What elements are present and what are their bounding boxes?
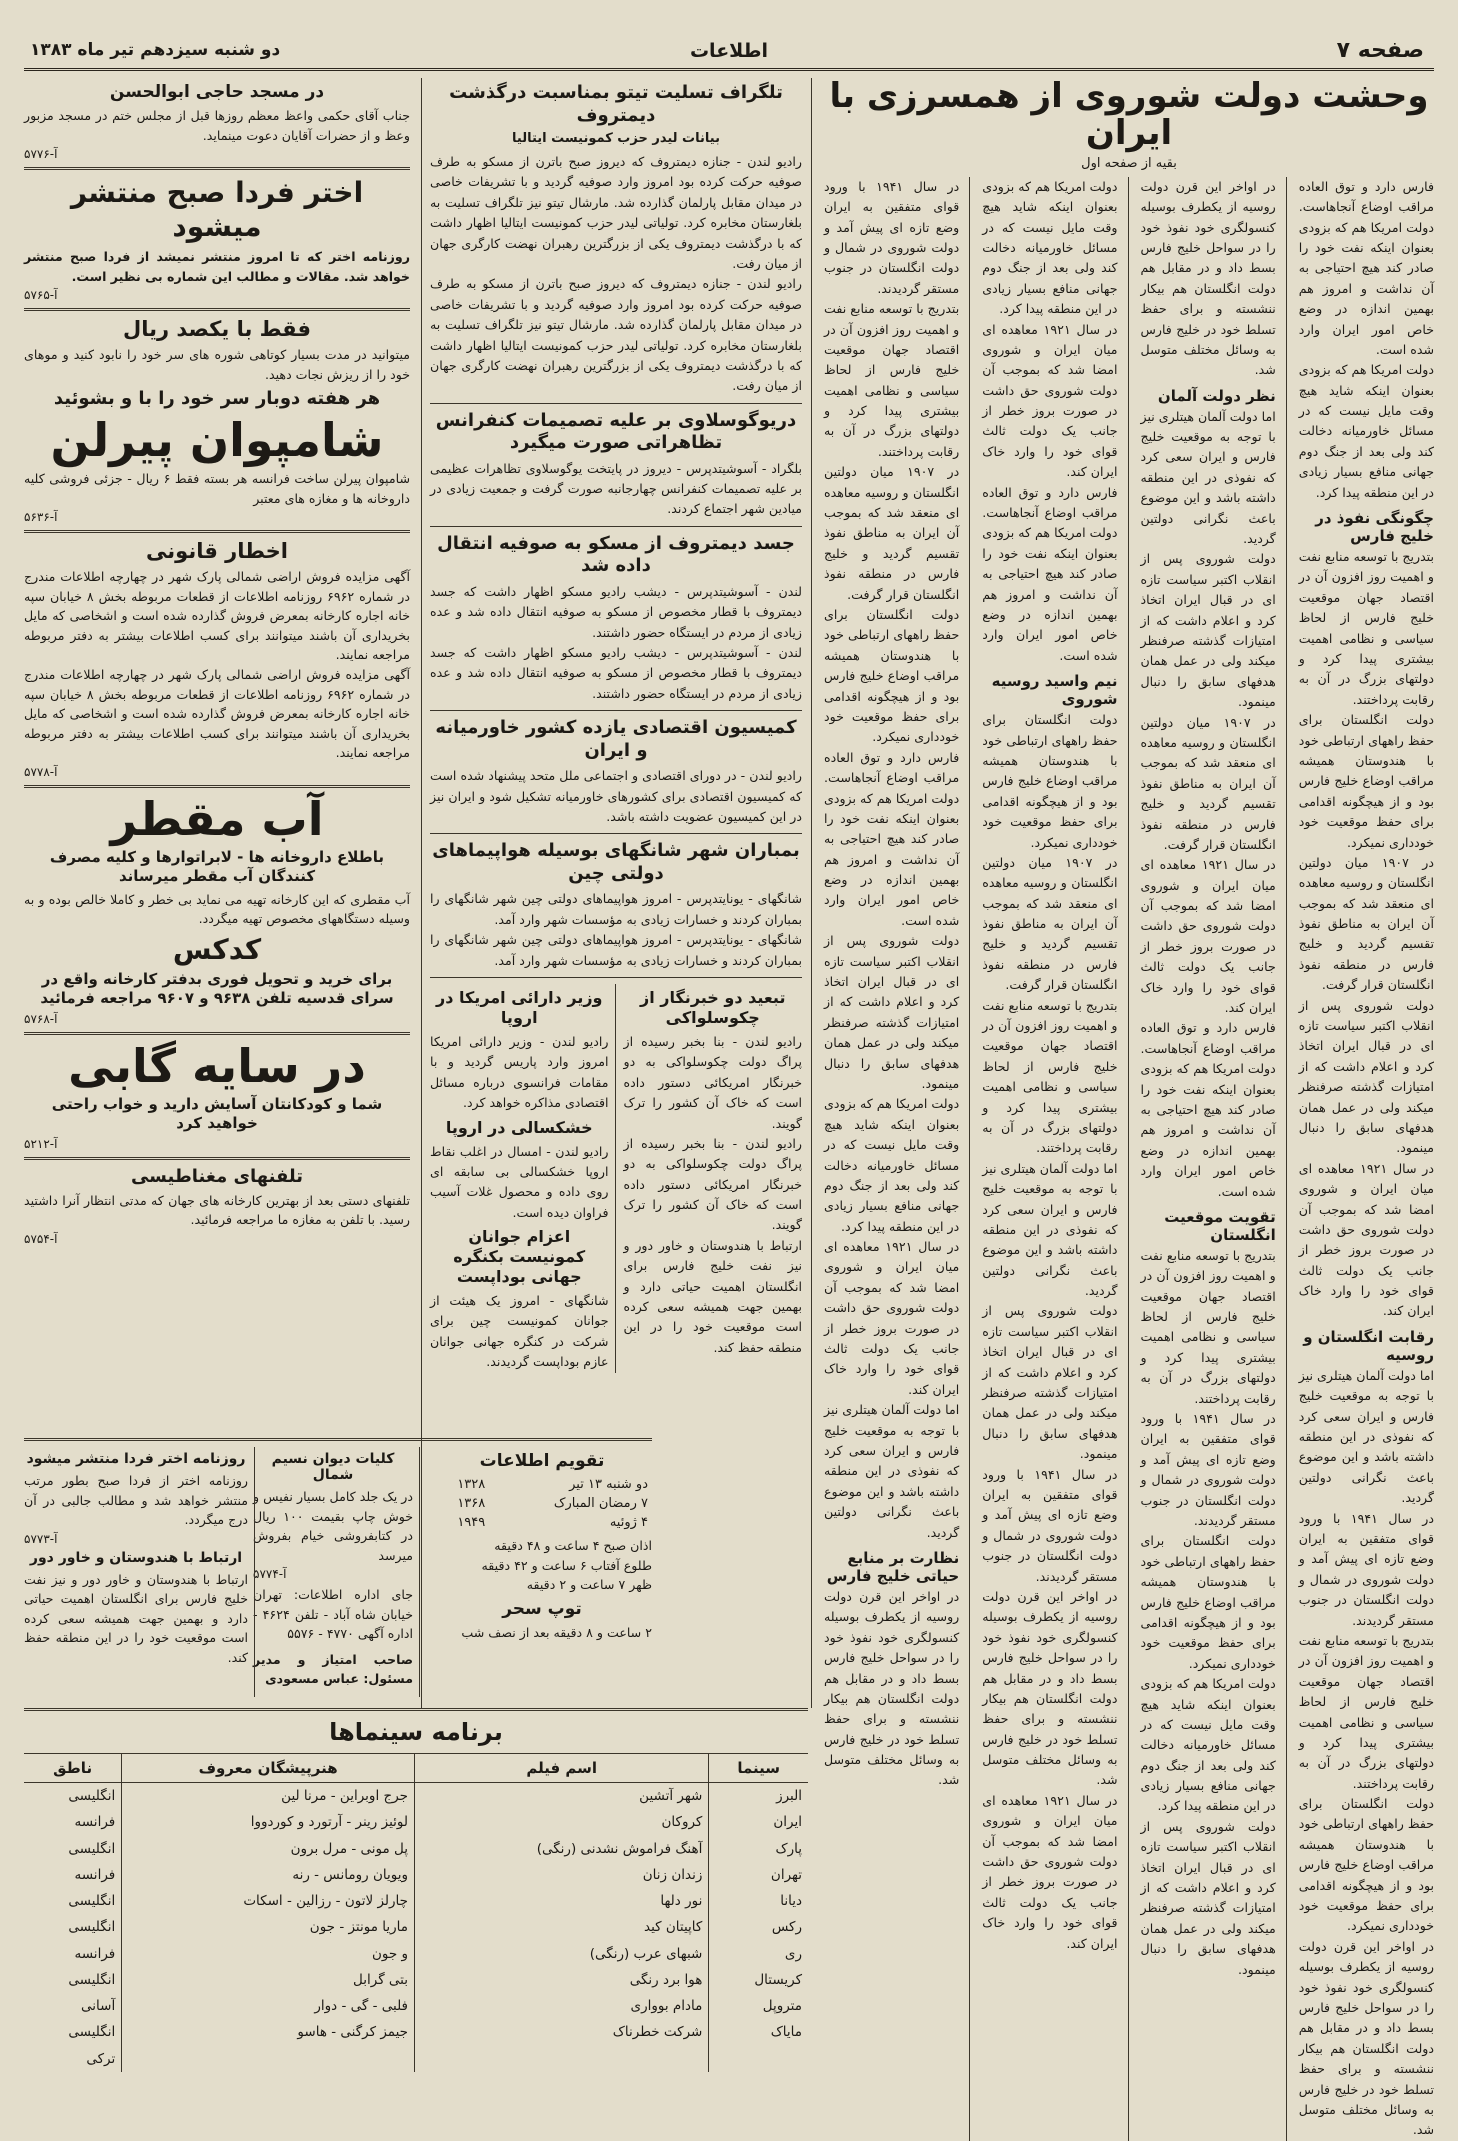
news-body: ارتباط با هندوستان و خاور دور و نیز نفت خلیج فارس برای انگلستان اهمیت حیاتی دارد و بهمین جهت همیشه سعی کرده است موقعیت خود را در این منطقه حفظ کند. (24, 1571, 248, 1665)
news-body: شانگهای - یونایتدپرس - امروز هواپیماهای دولتی چین شهر شانگهای را بمباران کردند و خسارات زیادی به مؤسسات شهر وارد آمد. (430, 891, 802, 927)
main-paragraph: اما دولت آلمان هیتلری نیز با توجه به موقعیت خلیج فارس و ایران سعی کرد که نفوذی در این منطقه داشته باشد و این موضوع باعث نگرانی دولتین گردید. (1298, 1367, 1434, 1506)
main-paragraph: در سال ۱۹۲۱ معاهده ای میان ایران و شوروی امضا شد که بموجب آن دولت شوروی حق داشت در صورت بروز خطر از جانب یک دولت ثالث قوای خود را وارد خاک ایران کند. (824, 1239, 960, 1397)
cinema-cell: ویویان رومانس - رنه (122, 1862, 415, 1888)
cinema-cell: کاپیتان کید (415, 1914, 709, 1940)
news-body: رادیو لندن - جنازه دیمتروف که دیروز صبح باترن از مسکو به طرف صوفیه حرکت کرده بود امروز وارد صوفیه گردید و با تشریفات خاصی در میدان مقابل پارلمان گذارده شد. مارشال تیتو نیز تلگراف تسلیت به بلغارستان مخابره کرد. تولیاتی لیدر حزب کمونیست ایتالیا اظهار داشت که با درگذشت دیمتروف یکی از بزرگترین رهبران نهضت کارگری جهان از میان رفت. (430, 276, 802, 394)
ad-code: آ-۵۷۶۵ (24, 288, 58, 303)
news-body: ارتباط با هندوستان و خاور دور و نیز نفت خلیج فارس برای انگلستان اهمیت حیاتی دارد و بهمین جهت همیشه سعی کرده است موقعیت خود را در این منطقه حفظ کند. (623, 1237, 802, 1355)
ad-code: آ-۵۷۷۳ (24, 1531, 58, 1546)
ad-title: اختر فردا صبح منتشر میشود (70, 176, 364, 243)
main-paragraph: بتدریج با توسعه منابع نفت و اهمیت روز افزون آن در اقتصاد جهان موقعیت خلیج فارس از لحاظ سیاسی و نظامی اهمیت بیشتری پیدا کرد و دولتهای بزرگ در آن به رقابت پرداختند. (1140, 1247, 1276, 1406)
cinema-cell: جرج اوبراین - مرنا لین (122, 1783, 415, 1810)
main-paragraph: دولت انگلستان برای حفظ راههای ارتباطی خود با هندوستان همیشه مراقب اوضاع خلیج فارس بود و از هیچگونه اقدامی برای حفظ موقعیت خود خودداری نمیکرد. (1140, 1533, 1276, 1671)
lower-left-area (24, 1438, 652, 1705)
main-paragraph: در ۱۹۰۷ میان دولتین انگلستان و روسیه معاهده ای منعقد شد که بموجب آن ایران به مناطق نفوذ تقسیم گردید و خلیج فارس در منطقه نفوذ انگلستان قرار گرفت. (824, 464, 960, 602)
divider (24, 308, 410, 311)
cinema-cell: و جون (122, 1941, 415, 1967)
main-paragraph: دولت شوروی پس از انقلاب اکتبر سیاست تازه ای در قبال ایران اتخاذ کرد و اعلام داشت که از امتیازات گذشته صرفنظر میکند ولی در عمل همان هدفهای سابق را دنبال مینمود. (1298, 997, 1434, 1156)
issue-date: دو شنبه سیزدهم تیر ماه ۱۳۸۳ (30, 40, 281, 60)
news-body: رادیو لندن - جنازه دیمتروف که دیروز صبح باترن از مسکو به طرف صوفیه حرکت کرده بود امروز وارد صوفیه گردید و با تشریفات خاصی در میدان مقابل پارلمان گذارده شد. مارشال تیتو نیز تلگراف تسلیت به بلغارستان مخابره کرد. تولیاتی لیدر حزب کمونیست ایتالیا اظهار داشت که با درگذشت دیمتروف یکی از بزرگترین رهبران نهضت کارگری جهان از میان رفت. (430, 154, 802, 271)
cinema-cell: تهران (770, 1866, 802, 1883)
cinema-cell: هوا برد رنگی (415, 1967, 709, 1993)
cinema-row (24, 1783, 808, 1810)
cinema-cell: جیمز کرگنی - هاسو (122, 2019, 415, 2045)
cinema-header: ناطق (24, 1754, 122, 1783)
cinema-cell: آسانی (24, 1993, 122, 2019)
ad-code: آ-۵۷۷۴ (253, 1567, 287, 1582)
cinema-row (24, 1888, 808, 1914)
cinema-cell: انگلیسی (24, 1783, 122, 1810)
main-paragraph: دولت امریکا هم که بزودی بعنوان اینکه شاید هیچ وقت مایل نیست که در مسائل خاورمیانه دخالت کند ولی بعد از جنگ دوم جهانی منافع بسیار زیادی در این منطقه پیدا کرد. (982, 178, 1118, 317)
main-paragraph: دولت شوروی پس از انقلاب اکتبر سیاست تازه ای در قبال ایران اتخاذ کرد و اعلام داشت که از امتیازات گذشته صرفنظر میکند ولی در عمل همان هدفهای سابق را دنبال مینمود. (824, 933, 960, 1091)
main-paragraph: بتدریج با توسعه منابع نفت و اهمیت روز افزون آن در اقتصاد جهان موقعیت خلیج فارس از لحاظ سیاسی و نظامی اهمیت بیشتری پیدا کرد و دولتهای بزرگ در آن به رقابت پرداختند. (982, 997, 1118, 1156)
main-col-1 (1299, 177, 1434, 2141)
cinema-cell: زندان زنان (415, 1862, 709, 1888)
azan-time: اذان صبح ۴ ساعت و ۴۸ دقیقه (494, 1538, 652, 1553)
calendar-cell: دو شنبه ۱۳ تیر (569, 1477, 648, 1492)
main-paragraph: در سال ۱۹۲۱ معاهده ای میان ایران و شوروی امضا شد که بموجب آن دولت شوروی حق داشت در صورت بروز خطر از جانب یک دولت ثالث قوای خود را وارد خاک ایران کند. (982, 321, 1118, 480)
akhtar-body: روزنامه اختر از فردا صبح بطور مرتب منتشر خواهد شد و مطالب جالبی در آن درج میگردد. (24, 1473, 248, 1528)
kalpat-title: کلیات دیوان نسیم شمال (271, 1451, 395, 1483)
ad-title: اخطار قانونی (146, 539, 288, 564)
news-body: رادیو لندن - امسال در اغلب نقاط اروپا خشکسالی بی سابقه ای روی داده و محصول غلات آسیب فراوان دیده است. (430, 1143, 609, 1220)
ads-column (24, 78, 410, 1428)
main-paragraph: دولت امریکا هم که بزودی بعنوان اینکه شاید هیچ وقت مایل نیست که در مسائل خاورمیانه دخالت کند ولی بعد از جنگ دوم جهانی منافع بسیار زیادی در این منطقه پیدا کرد. (824, 1096, 960, 1234)
main-col-2 (1141, 177, 1287, 2141)
ad-title: آب مقطر (110, 791, 324, 846)
cinema-cell: شرکت خطرناک (415, 2019, 709, 2045)
ad-body: آب مقطری که این کارخانه تهیه می نماید بی خطر و کاملا خالص بوده و به وسیله دستگاههای مخصوص تهیه میگردد. (24, 891, 410, 927)
ad-pretitle: هر هفته دوبار سر خود را با و بشوئید (53, 388, 381, 410)
publisher-sign: صاحب امتیاز و مدیر مسئول: عباس مسعودی (253, 1651, 413, 1687)
cinema-cell: انگلیسی (24, 1888, 122, 1914)
kalpat-body: در یک جلد کامل بسیار نفیس و خوش چاپ بقیمت ۱۰۰ ریال در کتابفروشی خیام بفروش میرسد (253, 1489, 414, 1563)
ad-brand: کدکس (172, 932, 262, 966)
news-headline: اعزام جوانان کمونیست بکنگره جهانی بوداپست (453, 1227, 586, 1287)
calendar-cell: ۱۳۲۸ (457, 1477, 486, 1492)
main-paragraph: دولت امریکا هم که بزودی بعنوان اینکه شاید هیچ وقت مایل نیست که در مسائل خاورمیانه دخالت کند ولی بعد از جنگ دوم جهانی منافع بسیار زیادی در این منطقه پیدا کرد. (1298, 362, 1434, 500)
ad-body: آگهی مزایده فروش اراضی شمالی پارک شهر در چهارچه اطلاعات مندرج در شماره ۶۹۶۲ روزنامه اطلاعات از قطعات مربوطه بخش ۸ خیابان سپه خانه اجاره کارخانه بمعرض فروش گذارده شده است و اشخاصی که مایل بخریداری آن باشند میتوانند برای کسب اطلاعات بیشتر به دفتر مربوطه مراجعه نمایند. (24, 569, 410, 663)
subhead: نظر دولت آلمان (1157, 386, 1276, 405)
main-paragraph: بتدریج با توسعه منابع نفت و اهمیت روز افزون آن در اقتصاد جهان موقعیت خلیج فارس از لحاظ سیاسی و نظامی اهمیت بیشتری پیدا کرد و دولتهای بزرگ در آن به رقابت پرداختند. (1298, 1632, 1434, 1791)
main-paragraph: اما دولت آلمان هیتلری نیز با توجه به موقعیت خلیج فارس و ایران سعی کرد که نفوذی در این منطقه داشته باشد و این موضوع باعث نگرانی دولتین گردید. (1140, 408, 1276, 547)
cinema-header: سینما (709, 1754, 808, 1783)
main-paragraph: در سال ۱۹۲۱ معاهده ای میان ایران و شوروی امضا شد که بموجب آن دولت شوروی حق داشت در صورت بروز خطر از جانب یک دولت ثالث قوای خود را وارد خاک ایران کند. (1298, 1160, 1434, 1319)
ad-subtitle: باطلاع داروخانه ها - لابراتوارها و کلیه مصرف کنندگان آب مقطر میرساند (49, 848, 385, 885)
calendar-cell: ۴ ژوئیه (609, 1515, 648, 1530)
cinema-cell: شبهای عرب (رنگی) (415, 1941, 709, 1967)
akhtar-title: روزنامه اختر فردا منتشر میشود (26, 1451, 246, 1467)
page-header (24, 34, 1434, 71)
divider (430, 977, 802, 978)
cinema-cell: ماریا مونتز - جون (122, 1914, 415, 1940)
ad-code: آ-۵۲۱۲ (24, 1136, 58, 1151)
main-paragraph: در اواخر این قرن دولت روسیه از یکطرف بوسیله کنسولگری خود نفوذ خود را در سواحل خلیج فارس بسط داد و در مقابل هم دولت انگلستان هم بیکار ننشسته و برای حفظ تسلط خود در خلیج فارس به وسائل مختلف متوسل شد. (824, 1588, 960, 1788)
main-paragraph: در سال ۱۹۴۱ با ورود قوای متفقین به ایران وضع تازه ای پیش آمد و دولت شوروی در شمال و دولت انگلستان در جنوب مستقر گردیدند. (824, 178, 960, 296)
ad-title: فقط با یکصد ریال (122, 317, 312, 342)
cinema-cell: البرز (776, 1788, 802, 1804)
main-paragraph: در سال ۱۹۲۱ معاهده ای میان ایران و شوروی امضا شد که بموجب آن دولت شوروی حق داشت در صورت بروز خطر از جانب یک دولت ثالث قوای خود را وارد خاک ایران کند. (982, 1792, 1118, 1951)
cinema-row (24, 2019, 808, 2045)
cinema-header: اسم فیلم (415, 1754, 709, 1783)
main-article (824, 76, 1434, 2138)
news-headline: جسد دیمتروف از مسکو به صوفیه انتقال داده شد (437, 532, 795, 577)
subhead: تقویت موقعیت انگلستان (1164, 1207, 1276, 1244)
news-body: شانگهای - امروز یک هیئت از جوانان کمونیست چین برای شرکت در کنگره جهانی جوانان عازم بوداپست گردیدند. (430, 1293, 609, 1370)
news-body: رادیو لندن - بنا بخبر رسیده از پراگ دولت چکوسلواکی به دو خبرنگار امریکائی دستور داده است که خاک آن کشور را ترک گویند. (623, 1033, 802, 1131)
news-body: لندن - آسوشیتدپرس - دیشب رادیو مسکو اظهار داشت که جسد دیمتروف با قطار مخصوص از مسکو به صوفیه انتقال داده شد و عده زیادی از مردم در ایستگاه حضور داشتند. (430, 583, 802, 640)
cinema-title: برنامه سینماها (24, 1708, 808, 1754)
newspaper-name: اطلاعات (689, 40, 769, 62)
cinema-row (24, 1836, 808, 1862)
main-paragraph: دولت انگلستان برای حفظ راههای ارتباطی خود با هندوستان همیشه مراقب اوضاع خلیج فارس بود و از هیچگونه اقدامی برای حفظ موقعیت خود خودداری نمیکرد. (1298, 1796, 1434, 1934)
main-paragraph: در اواخر این قرن دولت روسیه از یکطرف بوسیله کنسولگری خود نفوذ خود را در سواحل خلیج فارس بسط داد و در مقابل هم دولت انگلستان هم بیکار ننشسته و برای حفظ تسلط خود در خلیج فارس به وسائل مختلف متوسل شد. (1140, 178, 1276, 378)
main-paragraph: فارس دارد و توق العاده مراقب اوضاع آنجاهاست. دولت امریکا هم که بزودی بعنوان اینکه نفت خود را صادر کند هیچ احتیاجی به آن نداشت و امروز هم بهمین اندازه در وضع خاص امور ایران وارد شده است. (824, 749, 960, 928)
cinema-row (24, 1914, 808, 1940)
cinema-cell: فرانسه (24, 1809, 122, 1835)
ad-title: تلفنهای مغناطیسی (130, 1165, 304, 1187)
ad-code: آ-۵۷۷۸ (24, 764, 58, 779)
cinema-program (24, 1708, 808, 2067)
divider (430, 526, 802, 527)
cinema-cell: ری (784, 1945, 802, 1962)
cinema-cell: رکس (771, 1919, 802, 1936)
cinema-cell: مایاک (770, 2024, 802, 2041)
main-paragraph: دولت انگلستان برای حفظ راههای ارتباطی خود با هندوستان همیشه مراقب اوضاع خلیج فارس بود و از هیچگونه اقدامی برای حفظ موقعیت خود خودداری نمیکرد. (1298, 712, 1434, 850)
cinema-cell: پارک (775, 1840, 802, 1857)
ad-title: در سایه گابی (68, 1038, 366, 1093)
news-headline: ارتباط با هندوستان و خاور دور (29, 1549, 243, 1566)
ad-title: در مسجد حاجی ابوالحسن (109, 82, 325, 102)
main-col-4 (824, 177, 970, 2141)
newspaper-page (24, 34, 1434, 2138)
main-paragraph: در ۱۹۰۷ میان دولتین انگلستان و روسیه معاهده ای منعقد شد که بموجب آن ایران به مناطق نفوذ تقسیم گردید و خلیج فارس در منطقه نفوذ انگلستان قرار گرفت. (982, 854, 1118, 993)
main-paragraph: در سال ۱۹۲۱ معاهده ای میان ایران و شوروی امضا شد که بموجب آن دولت شوروی حق داشت در صورت بروز خطر از جانب یک دولت ثالث قوای خود را وارد خاک ایران کند. (1140, 857, 1276, 1016)
calendar-title: تقویم اطلاعات (479, 1451, 605, 1471)
ad-body: روزنامه اختر که تا امروز منتشر نمیشد از فردا صبح منتشر خواهد شد. مقالات و مطالب این شماره بی نظیر است. (24, 249, 410, 284)
ad-code: آ-۵۷۶۸ (24, 1011, 58, 1026)
main-paragraph: اما دولت آلمان هیتلری نیز با توجه به موقعیت خلیج فارس و ایران سعی کرد که نفوذی در این منطقه داشته باشد و این موضوع باعث نگرانی دولتین گردید. (982, 1160, 1118, 1299)
news-headline: بمباران شهر شانگهای بوسیله هواپیماهای دولتی چین (432, 840, 800, 884)
main-paragraph: فارس دارد و توق العاده مراقب اوضاع آنجاهاست. دولت امریکا هم که بزودی بعنوان اینکه نفت خود را صادر کند هیچ احتیاجی به آن نداشت و امروز هم بهمین اندازه در وضع خاص امور ایران وارد شده است. (1298, 178, 1434, 357)
news-body: لندن - آسوشیتدپرس - دیشب رادیو مسکو اظهار داشت که جسد دیمتروف با قطار مخصوص از مسکو به صوفیه انتقال داده شد و عده زیادی از مردم در ایستگاه حضور داشتند. (430, 645, 802, 701)
news-headline: تبعید دو خبرنگار از چکوسلواکی (640, 987, 786, 1027)
divider (24, 785, 410, 788)
calendar-box (432, 1447, 652, 1642)
subhead: چگونگی نفوذ در خلیج فارس (1315, 509, 1434, 546)
ad-body: میتوانید در مدت بسیار کوتاهی شوره های سر خود را نابود کنید و موهای خود را از ریزش نجات دهید. (24, 347, 410, 382)
news-headline: خشکسالی در اروپا (445, 1117, 593, 1137)
ad-title: شامپوان پیرلن (50, 412, 384, 467)
cinema-cell: فلبی - گی - دوار (122, 1993, 415, 2019)
paper-info-box (253, 1447, 420, 1697)
main-paragraph: در سال ۱۹۴۱ با ورود قوای متفقین به ایران وضع تازه ای پیش آمد و دولت شوروی در شمال و دولت انگلستان در جنوب مستقر گردیدند. (1140, 1411, 1276, 1528)
main-paragraph: بتدریج با توسعه منابع نفت و اهمیت روز افزون آن در اقتصاد جهان موقعیت خلیج فارس از لحاظ سیاسی و نظامی اهمیت بیشتری پیدا کرد و دولتهای بزرگ در آن به رقابت پرداختند. (824, 301, 960, 459)
center-subcol-left (430, 984, 616, 1373)
main-paragraph: بتدریج با توسعه منابع نفت و اهمیت روز افزون آن در اقتصاد جهان موقعیت خلیج فارس از لحاظ سیاسی و نظامی اهمیت بیشتری پیدا کرد و دولتهای بزرگ در آن به رقابت پرداختند. (1298, 549, 1434, 707)
news-body: رادیو لندن - در دورای اقتصادی و اجتماعی ملل متحد پیشنهاد شده است که کمیسیون اقتصادی برای کشورهای خاورمیانه تشکیل شود و ایران نیز در این کمیسیون عضویت داشته باشد. (430, 768, 802, 824)
cinema-row (24, 1862, 808, 1888)
noon-time: ظهر ۷ ساعت و ۲ دقیقه (526, 1577, 652, 1593)
column-rule (811, 78, 812, 1708)
calendar-table (432, 1475, 652, 1532)
akhtar-notice-box (24, 1447, 255, 1697)
cinema-row (24, 1809, 808, 1835)
cinema-cell: بتی گرابل (122, 1967, 415, 1993)
cinema-cell: انگلیسی (24, 1967, 122, 1993)
cinema-cell: دیانا (780, 1893, 802, 1909)
main-paragraph: در سال ۱۹۴۱ با ورود قوای متفقین به ایران وضع تازه ای پیش آمد و دولت شوروی در شمال و دولت انگلستان در جنوب مستقر گردیدند. (982, 1466, 1118, 1584)
divider (430, 403, 802, 404)
cinema-cell: فرانسه (24, 1862, 122, 1888)
sunrise-time: طلوع آفتاب ۶ ساعت و ۴۲ دقیقه (481, 1557, 652, 1573)
cinema-cell: مادام بوواری (415, 1993, 709, 2019)
main-article-columns (824, 177, 1434, 2141)
news-headline: دریوگوسلاوی بر علیه تصمیمات کنفرانس تظاهراتی صورت میگیرد (435, 409, 797, 454)
main-paragraph: دولت شوروی پس از انقلاب اکتبر سیاست تازه ای در قبال ایران اتخاذ کرد و اعلام داشت که از امتیازات گذشته صرفنظر میکند ولی در عمل همان هدفهای سابق را دنبال مینمود. (1140, 1818, 1276, 1977)
cinema-cell (709, 2046, 808, 2072)
news-body: رادیو لندن - بنا بخبر رسیده از پراگ دولت چکوسلواکی به دو خبرنگار امریکائی دستور داده است که خاک آن کشور را ترک گویند. (623, 1135, 802, 1233)
main-col-3 (982, 177, 1128, 2141)
cinema-cell: لوئیز رینر - آرتورد و کوردووا (122, 1809, 415, 1835)
main-paragraph: در اواخر این قرن دولت روسیه از یکطرف بوسیله کنسولگری خود نفوذ خود را در سواحل خلیج فارس بسط داد و در مقابل هم دولت انگلستان هم بیکار ننشسته و برای حفظ تسلط خود در خلیج فارس به وسائل مختلف متوسل شد. (982, 1588, 1118, 1788)
cinema-rows (24, 1783, 808, 2072)
page-number: صفحه ۷ (1336, 38, 1424, 63)
subhead: نیم واسید روسیه شوروی (991, 672, 1118, 709)
subhead: رقابت انگلستان و روسیه (1303, 1327, 1434, 1364)
main-paragraph: دولت شوروی پس از انقلاب اکتبر سیاست تازه ای در قبال ایران اتخاذ کرد و اعلام داشت که از امتیازات گذشته صرفنظر میکند ولی در عمل همان هدفهای سابق را دنبال مینمود. (1140, 551, 1276, 710)
cinema-table (24, 1754, 808, 2072)
news-subheadline: بیانات لیدر حزب کمونیست ایتالیا (512, 131, 720, 146)
news-body: رادیو لندن - وزیر دارائی امریکا امروز وارد پاریس گردید و با مقامات فرانسوی درباره مسائل اقتصادی مذاکره خواهد کرد. (430, 1033, 609, 1111)
ad-body: تلفنهای دستی بعد از بهترین کارخانه های جهان که مدتی انتظار آنرا داشتید رسید. با تلفن به مغازه ما مراجعه فرمائید. (24, 1192, 410, 1228)
divider (430, 710, 802, 711)
news-headline: وزیر دارائی امریکا در اروپا (436, 987, 603, 1027)
main-paragraph: در سال ۱۹۴۱ با ورود قوای متفقین به ایران وضع تازه ای پیش آمد و دولت شوروی در شمال و دولت انگلستان در جنوب مستقر گردیدند. (1298, 1510, 1434, 1628)
center-subcol-right (624, 984, 803, 1373)
cinema-header: هنرپیشگان معروف (122, 1754, 415, 1783)
ad-contact: برای خرید و تحویل فوری بدفتر کارخانه واقع در سرای قدسیه تلفن ۹۶۳۸ و ۹۶۰۷ مراجعه فرمائید (40, 970, 394, 1008)
calendar-cell: ۱۹۴۹ (457, 1515, 486, 1530)
ad-code: آ-۵۷۵۴ (24, 1231, 58, 1246)
divider (24, 530, 410, 533)
cinema-cell: شهر آتشین (415, 1783, 709, 1810)
cinema-cell: متروپل (762, 1998, 802, 2014)
main-paragraph: اما دولت آلمان هیتلری نیز با توجه به موقعیت خلیج فارس و ایران سعی کرد که نفوذی در این منطقه داشته باشد و این موضوع باعث نگرانی دولتین گردید. (824, 1402, 960, 1540)
main-headline: وحشت دولت شوروی از همسرزی با ایران (829, 76, 1429, 154)
cinema-header-row (24, 1754, 808, 1783)
ad-body: جناب آقای حکمی واعظ معظم روزها قبل از مجلس ختم در مسجد مزبور وعظ و از حضرات آقایان دعوت مینماید. (24, 108, 410, 143)
cinema-cell: چارلز لاتون - رزالین - اسکات (122, 1888, 415, 1914)
ad-body: شامپوان پیرلن ساخت فرانسه هر بسته فقط ۶ ریال - جزئی فروشی کلیه داروخانه ها و مغازه های معتبر (24, 471, 410, 506)
cinema-cell: ترکی (24, 2046, 122, 2072)
main-paragraph: در ۱۹۰۷ میان دولتین انگلستان و روسیه معاهده ای منعقد شد که بموجب آن ایران به مناطق نفوذ تقسیم گردید و خلیج فارس در منطقه نفوذ انگلستان قرار گرفت. (1140, 714, 1276, 852)
cinema-cell: کریستال (754, 1971, 802, 1988)
cinema-row (24, 1993, 808, 2019)
main-paragraph: فارس دارد و توق العاده مراقب اوضاع آنجاهاست. دولت امریکا هم که بزودی بعنوان اینکه نفت خود را صادر کند هیچ احتیاجی به آن نداشت و امروز هم بهمین اندازه در وضع خاص امور ایران وارد شده است. (1140, 1020, 1276, 1199)
main-paragraph: در ۱۹۰۷ میان دولتین انگلستان و روسیه معاهده ای منعقد شد که بموجب آن ایران به مناطق نفوذ تقسیم گردید و خلیج فارس در منطقه نفوذ انگلستان قرار گرفت. (1298, 854, 1434, 993)
main-paragraph: در اواخر این قرن دولت روسیه از یکطرف بوسیله کنسولگری خود نفوذ خود را در سواحل خلیج فارس بسط داد و در مقابل هم دولت انگلستان هم بیکار ننشسته و برای حفظ تسلط خود در خلیج فارس به وسائل مختلف متوسل شد. (1298, 1938, 1434, 2138)
cinema-row (24, 1941, 808, 1967)
news-headline: تلگراف تسلیت تیتو بمناسبت درگذشت دیمتروف (449, 82, 783, 126)
cinema-row (24, 1967, 808, 1993)
main-paragraph: فارس دارد و توق العاده مراقب اوضاع آنجاهاست. دولت امریکا هم که بزودی بعنوان اینکه نفت خود را صادر کند هیچ احتیاجی به آن نداشت و امروز هم بهمین اندازه در وضع خاص امور ایران وارد شده است. (982, 484, 1118, 663)
main-paragraph: دولت انگلستان برای حفظ راههای ارتباطی خود با هندوستان همیشه مراقب اوضاع خلیج فارس بود و از هیچگونه اقدامی برای حفظ موقعیت خود خودداری نمیکرد. (824, 606, 960, 745)
divider (24, 1157, 410, 1160)
cinema-cell: انگلیسی (24, 1836, 122, 1862)
news-body: شانگهای - یونایتدپرس - امروز هواپیماهای دولتی چین شهر شانگهای را بمباران کردند و خسارات زیادی به مؤسسات شهر وارد آمد. (430, 932, 802, 968)
cinema-cell: فرانسه (24, 1941, 122, 1967)
paper-address: جای اداره اطلاعات: تهران خیابان شاه آباد - تلفن ۴۶۲۴ - اداره آگهی ۴۷۷۰ - ۵۵۷۶ (253, 1587, 413, 1642)
main-paragraph: دولت امریکا هم که بزودی بعنوان اینکه شاید هیچ وقت مایل نیست که در مسائل خاورمیانه دخالت کند ولی بعد از جنگ دوم جهانی منافع بسیار زیادی در این منطقه پیدا کرد. (1140, 1676, 1276, 1814)
ad-body: آگهی مزایده فروش اراضی شمالی پارک شهر در چهارچه اطلاعات مندرج در شماره ۶۹۶۲ روزنامه اطلاعات از قطعات مربوطه بخش ۸ خیابان سپه خانه اجاره کارخانه بمعرض فروش گذارده شده است و اشخاصی که مایل بخریداری آن باشند میتوانند برای کسب اطلاعات بیشتر به دفتر مربوطه مراجعه نمایند. (24, 666, 410, 761)
cinema-cell: نور دلها (415, 1888, 709, 1914)
subhead: نظارت بر منابع حیاتی خلیج فارس (826, 1548, 960, 1585)
main-paragraph: دولت شوروی پس از انقلاب اکتبر سیاست تازه ای در قبال ایران اتخاذ کرد و اعلام داشت که از امتیازات گذشته صرفنظر میکند ولی در عمل همان هدفهای سابق را دنبال مینمود. (982, 1303, 1118, 1462)
cinema-cell (122, 2046, 415, 2072)
continued-note: بقیه از صفحه اول (1081, 155, 1177, 171)
cinema-cell: کروکان (415, 1809, 709, 1835)
divider (24, 1032, 410, 1035)
cinema-row (24, 2046, 808, 2072)
news-body: بلگراد - آسوشیتدپرس - دیروز در پایتخت یوگوسلاوی تظاهرات عظیمی بر علیه تصمیمات کنفرانس چهارجانبه صورت گرفت و جمعیت زیادی در میادین شهر اجتماع کردند. (430, 460, 802, 517)
cinema-cell: انگلیسی (24, 1914, 122, 1940)
cannon-time: ۲ ساعت و ۸ دقیقه بعد از نصف شب (461, 1624, 652, 1640)
cinema-cell: آهنگ فراموش نشدنی (رنگی) (415, 1836, 709, 1862)
calendar-cell: ۱۳۶۸ (457, 1496, 486, 1511)
divider (430, 833, 802, 834)
ad-code: آ-۵۶۳۶ (24, 510, 58, 525)
cinema-cell: ایران (773, 1814, 802, 1831)
cinema-cell (415, 2046, 709, 2072)
divider (24, 167, 410, 170)
cannon-title: توپ سحر (502, 1598, 582, 1619)
calendar-cell: ۷ رمضان المبارک (553, 1496, 648, 1511)
ad-body: شما و کودکانتان آسایش دارید و خواب راحتی خواهید کرد (51, 1095, 383, 1133)
center-two-col (430, 984, 802, 1373)
ad-code: آ-۵۷۷۶ (24, 147, 58, 162)
cinema-cell: انگلیسی (24, 2019, 122, 2045)
news-headline: کمیسیون اقتصادی یازده کشور خاورمیانه و ایران (435, 717, 797, 761)
cinema-cell: پل مونی - مرل برون (122, 1836, 415, 1862)
main-paragraph: دولت انگلستان برای حفظ راههای ارتباطی خود با هندوستان همیشه مراقب اوضاع خلیج فارس بود و از هیچگونه اقدامی برای حفظ موقعیت خود خودداری نمیکرد. (982, 712, 1118, 850)
